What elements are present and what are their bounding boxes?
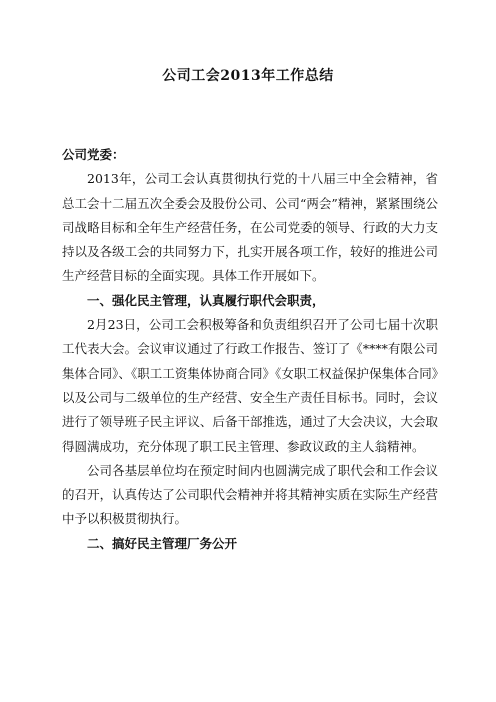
section1-paragraph-1: 2月23日，公司工会积极筹备和负责组织召开了公司七届十次职工代表大会。会议审议通过了行政工作报告、签订了《****有限公司集体合同》、《职工工资集体协商合同》《女职工权益保护保集体合同》以及公司与二级单位的生产经营、安全生产责任目标书。同时，会议进行了领导班子民主评议、后备干部推选，通过了大会决议，大会取得圆满成功，充分体现了职工民主管理、参政议政的主人翁精神。 bbox=[62, 317, 438, 454]
salutation: 公司党委： bbox=[62, 147, 125, 162]
document-title: 公司工会2013年工作总结 bbox=[162, 68, 334, 84]
document-body bbox=[62, 143, 438, 556]
section-heading-1: 一、强化民主管理，认真履行职代会职责， bbox=[87, 292, 325, 308]
intro-paragraph: 2013年，公司工会认真贯彻执行党的十八届三中全会精神，省总工会十二届五次全委会及股份公司、公司“两会”精神，紧紧围绕公司战略目标和全年生产经营任务，在公司党委的领导、行政的大力支持以及各级工会的共同努力下，扎实开展各项工作，较好的推进公司生产经营目标的全面实现。具体工作开展如下。 bbox=[62, 171, 438, 284]
section-heading-2: 二、搞好民主管理厂务公开 bbox=[87, 535, 238, 551]
section1-paragraph-2: 公司各基层单位均在预定时间内也圆满完成了职代会和工作会议的召开，认真传达了公司职代会精神并将其精神实质在实际生产经营中予以积极贯彻执行。 bbox=[62, 462, 438, 527]
